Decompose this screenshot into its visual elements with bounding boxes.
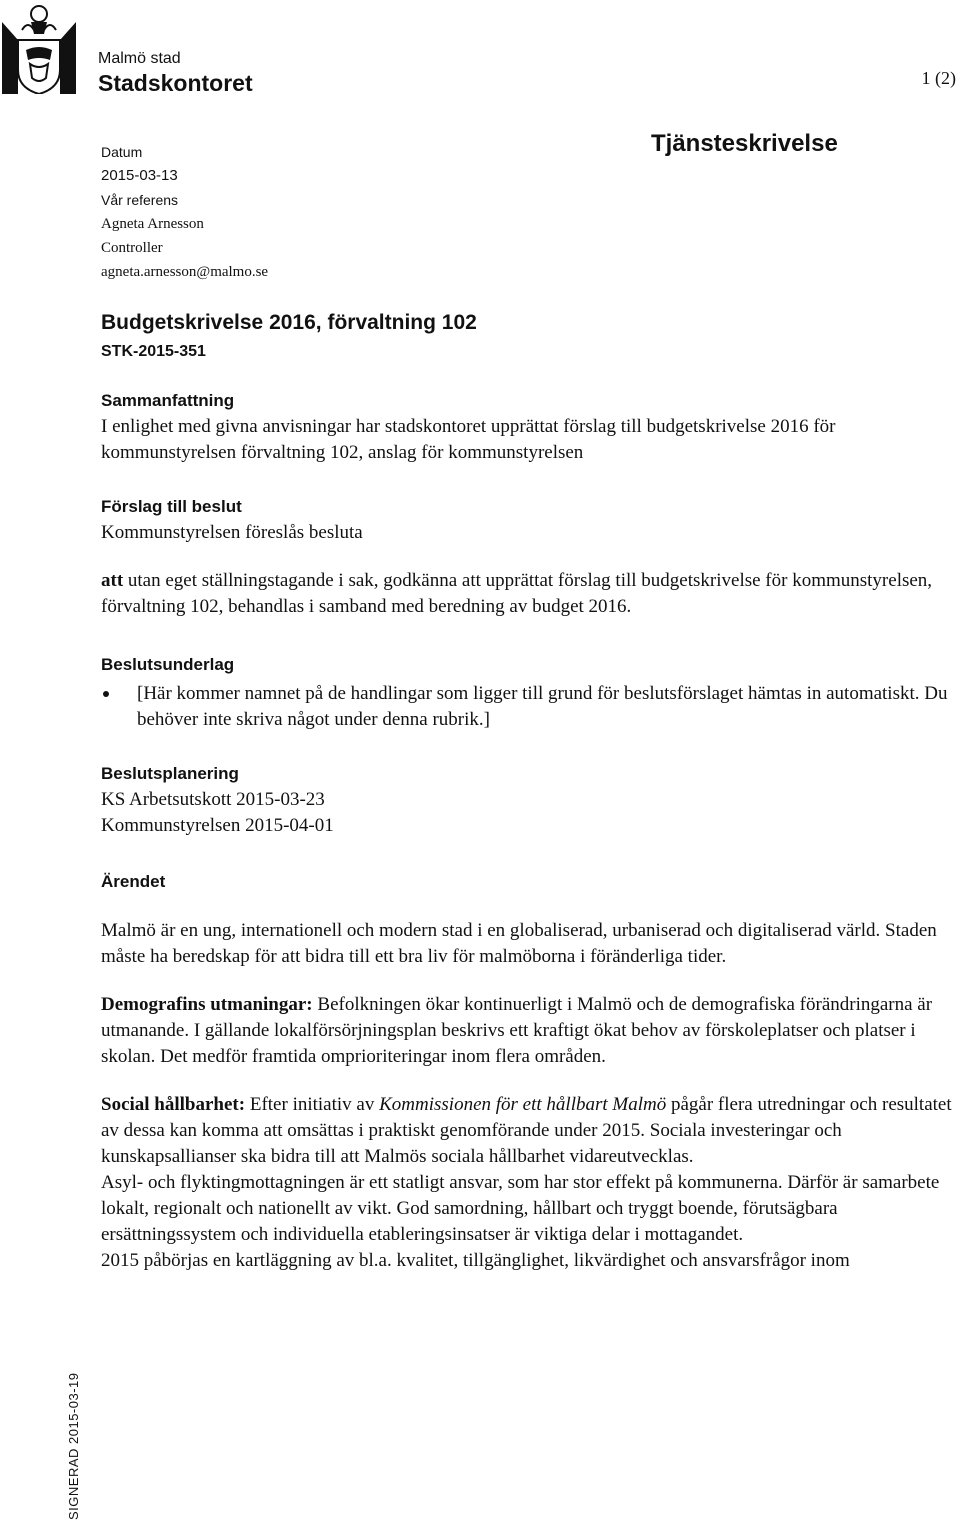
social-post: pågår flera utredningar och resultatet av dessa kan komma att omsättas i praktiskt genomförande under 2015. Sociala investeringar och kunskapsallianser ska bidra till att Malmös sociala hållbarhet vidareutvecklas. <box>101 1094 952 1167</box>
asylum-paragraph: Asyl- och flyktingmottagningen är ett statligt ansvar, som har stor effekt på kommunerna. Därför är samarbete lokalt, regionalt och nationellt av vikt. God samordning, hållbart och tryggt boende, förutsägbara ersättningssystem och individuella etableringsinsatser är viktiga delar i mottagandet. <box>101 1172 940 1245</box>
planning-line-2: Kommunstyrelsen 2015-04-01 <box>101 815 334 836</box>
basis-item-text: [Här kommer namnet på de handlingar som ligger till grund för beslutsförslaget hämtas in automatiskt. Du behöver inte skriva något under denna rubrik.] <box>137 683 948 730</box>
social-lead: Social hållbarhet: <box>101 1094 246 1115</box>
demography-text: Befolkningen ökar kontinuerligt i Malmö och de demografiska förändringarna är utmanande. I gällande lokalförsörjningsplan beskrivs ett kraftigt ökat behov av förskoleplatser och platser i skolan. Det medför framtida omprioriteringar inom flera områden. <box>101 994 933 1067</box>
document-type: Tjänsteskrivelse <box>651 130 838 157</box>
bullet-icon <box>103 691 109 697</box>
basis-list <box>101 681 959 733</box>
section-summary <box>101 391 959 466</box>
social-paragraph <box>101 1092 959 1170</box>
section-proposal <box>101 497 959 620</box>
att-keyword: att <box>101 570 124 591</box>
section-decision-basis <box>101 655 959 733</box>
proposal-intro: Kommunstyrelsen föreslås besluta <box>101 522 363 543</box>
org-name: Malmö stad <box>98 50 181 67</box>
document-reference-number: STK-2015-351 <box>101 343 206 360</box>
section-decision-planning <box>101 764 959 839</box>
demography-lead: Demografins utmaningar: <box>101 994 313 1015</box>
matter-heading: Ärendet <box>101 872 166 891</box>
document-title: Budgetskrivelse 2016, förvaltning 102 <box>101 311 477 334</box>
date-value: 2015-03-13 <box>101 167 178 184</box>
planning-line-1: KS Arbetsutskott 2015-03-23 <box>101 789 325 810</box>
proposal-text: utan eget ställningstagande i sak, godkänna att upprättat förslag till budgetskrivelse för kommunstyrelsen, förvaltning 102, behandlas i samband med beredning av budget 2016. <box>101 570 933 617</box>
demography-paragraph <box>101 992 959 1070</box>
proposal-heading: Förslag till beslut <box>101 497 242 516</box>
list-item <box>101 681 959 733</box>
malmo-coat-of-arms-logo <box>2 0 76 94</box>
basis-heading: Beslutsunderlag <box>101 655 235 674</box>
reference-email: agneta.arnesson@malmo.se <box>101 264 269 280</box>
section-matter <box>101 872 959 1274</box>
social-italic: Kommissionen för ett hållbart Malmö <box>379 1094 667 1115</box>
summary-heading: Sammanfattning <box>101 391 235 410</box>
reference-role: Controller <box>101 240 163 256</box>
reference-label: Vår referens <box>101 192 179 208</box>
date-label: Datum <box>101 144 143 160</box>
mapping-paragraph: 2015 påbörjas en kartläggning av bl.a. kvalitet, tillgänglighet, likvärdighet och ansvarsfrågor inom <box>101 1250 850 1271</box>
matter-intro: Malmö är en ung, internationell och modern stad i en globaliserad, urbaniserad och digitaliserad värld. Staden måste ha beredskap för att bidra till ett bra liv för malmöborna i föränderliga tider. <box>101 920 937 967</box>
signed-stamp: SIGNERAD 2015-03-19 <box>66 1372 81 1520</box>
planning-heading: Beslutsplanering <box>101 764 239 783</box>
reference-name: Agneta Arnesson <box>101 216 204 232</box>
page-number: 1 (2) <box>921 68 956 88</box>
department-name: Stadskontoret <box>98 70 253 96</box>
document-meta <box>101 140 268 284</box>
summary-text: I enlighet med givna anvisningar har stadskontoret upprättat förslag till budgetskrivelse 2016 för kommunstyrelsen förvaltning 102, anslag för kommunstyrelsen <box>101 416 836 463</box>
proposal-att-clause <box>101 568 959 620</box>
social-pre: Efter initiativ av <box>245 1094 380 1115</box>
